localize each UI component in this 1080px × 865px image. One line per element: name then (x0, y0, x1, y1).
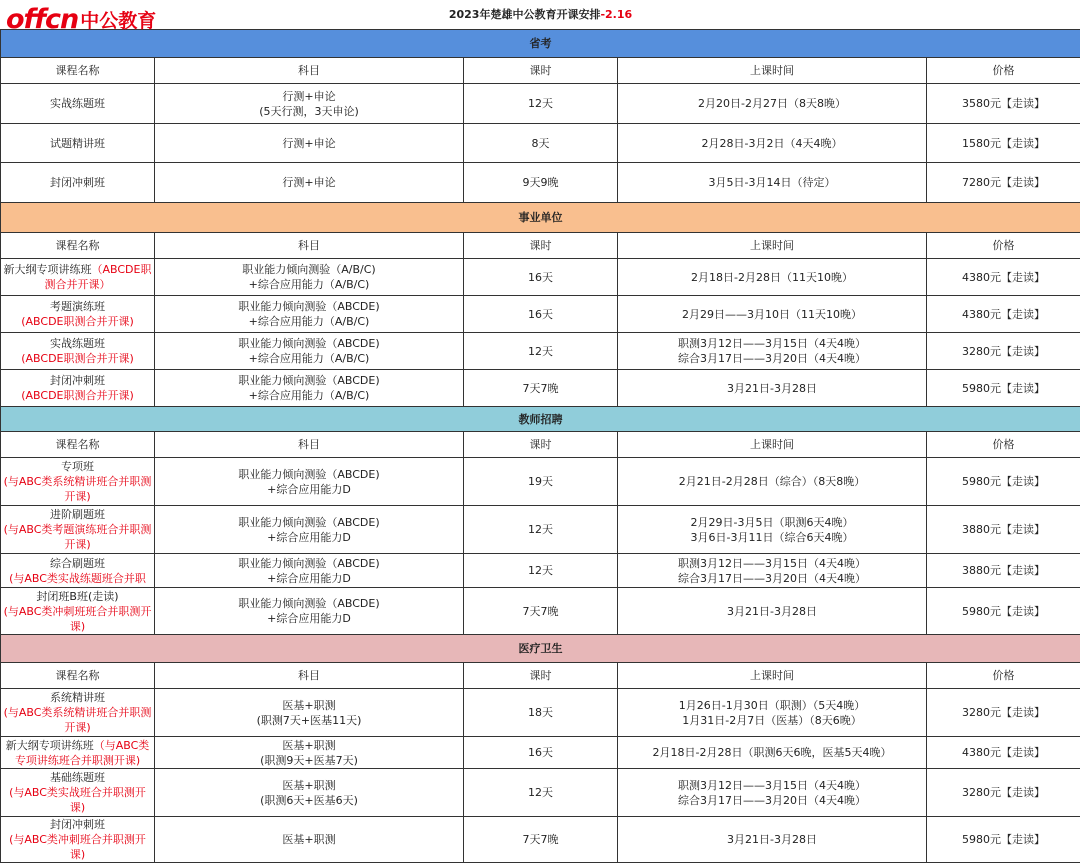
course-note: (与ABC类实战练题班合并职 (9, 571, 146, 585)
section-title: 省考 (1, 30, 1080, 58)
subject-line: (职测7天+医基11天) (256, 713, 362, 727)
section-title: 医疗卫生 (1, 635, 1080, 663)
hours-cell: 12天 (464, 769, 618, 817)
time-line: 综合3月17日——3月20日（4天4晚） (678, 793, 866, 807)
time-cell (618, 689, 927, 737)
col-header-price: 价格 (927, 432, 1080, 458)
course-title: 专项班 (61, 460, 94, 473)
time-cell (618, 737, 927, 769)
course-title: 封闭冲刺班 (50, 176, 105, 189)
column-header-row (1, 233, 1080, 259)
time-cell (618, 506, 927, 554)
table-row (1, 259, 1080, 296)
column-header-row (1, 58, 1080, 84)
col-header-subject: 科目 (155, 432, 464, 458)
course-title: 新大纲专项讲练班 (5, 738, 94, 752)
course-title: 综合刷题班 (50, 556, 105, 570)
course-name (1, 296, 155, 333)
col-header-price: 价格 (927, 663, 1080, 689)
hours-cell: 12天 (464, 84, 618, 124)
section-header-yiliao (1, 635, 1080, 663)
subject-cell (155, 259, 464, 296)
col-header-course: 课程名称 (1, 663, 155, 689)
title-row (1, 0, 1080, 30)
column-header-row (1, 663, 1080, 689)
subject-cell (155, 737, 464, 769)
price-cell: 5980元【走读】 (927, 458, 1080, 506)
time-line: 2月20日-2月27日（8天8晚） (698, 97, 846, 110)
table-row (1, 769, 1080, 817)
subject-cell (155, 554, 464, 588)
time-cell (618, 84, 927, 124)
course-note: (与ABC类实战班合并职测开课) (9, 786, 146, 814)
course-title: 实战练题班 (50, 97, 105, 110)
subject-cell (155, 370, 464, 407)
subject-cell (155, 124, 464, 163)
time-line: 3月5日-3月14日（待定） (708, 176, 836, 189)
course-note: (ABCDE职测合并开课) (21, 352, 134, 365)
time-line: 职测3月12日——3月15日（4天4晚） (678, 778, 866, 792)
price-cell: 3880元【走读】 (927, 506, 1080, 554)
course-title: 系统精讲班 (50, 691, 105, 704)
table-row (1, 370, 1080, 407)
course-title: 基础练题班 (50, 771, 105, 784)
price-cell: 3280元【走读】 (927, 769, 1080, 817)
course-name (1, 737, 155, 769)
time-cell (618, 370, 927, 407)
subject-line: 职业能力倾向测验（ABCDE) (238, 337, 380, 350)
price-cell: 3580元【走读】 (927, 84, 1080, 124)
hours-cell: 12天 (464, 333, 618, 370)
price-cell: 3280元【走读】 (927, 333, 1080, 370)
subject-line: 职业能力倾向测验（ABCDE) (238, 374, 380, 387)
subject-line: +综合应用能力（A/B/C) (248, 389, 370, 402)
time-cell (618, 588, 927, 635)
table-row (1, 84, 1080, 124)
course-title: 新大纲专项讲练班 (3, 263, 92, 276)
table-row (1, 737, 1080, 769)
hours-cell: 12天 (464, 506, 618, 554)
time-line: 职测3月12日——3月15日（4天4晚） (678, 556, 866, 570)
price-cell: 4380元【走读】 (927, 259, 1080, 296)
table-row (1, 333, 1080, 370)
price-cell: 3880元【走读】 (927, 554, 1080, 588)
subject-line: 行测+申论 (282, 176, 336, 189)
subject-cell (155, 689, 464, 737)
col-header-hours: 课时 (464, 663, 618, 689)
subject-line: 职业能力倾向测验（A/B/C) (242, 263, 376, 276)
hours-cell: 7天7晚 (464, 817, 618, 863)
subject-line: +综合应用能力（A/B/C) (248, 278, 370, 291)
col-header-time: 上课时间 (618, 58, 927, 84)
price-cell: 4380元【走读】 (927, 296, 1080, 333)
time-cell (618, 769, 927, 817)
time-cell (618, 554, 927, 588)
price-cell: 5980元【走读】 (927, 588, 1080, 635)
subject-line: +综合应用能力D (267, 530, 351, 544)
subject-cell (155, 458, 464, 506)
subject-cell (155, 84, 464, 124)
logo-en: offcn (6, 4, 79, 35)
col-header-subject: 科目 (155, 233, 464, 259)
time-line: 3月21日-3月28日 (727, 381, 817, 395)
course-name (1, 163, 155, 203)
subject-cell (155, 769, 464, 817)
hours-cell: 18天 (464, 689, 618, 737)
subject-cell (155, 333, 464, 370)
hours-cell: 8天 (464, 124, 618, 163)
course-name (1, 554, 155, 588)
subject-line: 职业能力倾向测验（ABCDE) (238, 515, 380, 529)
time-line: 1月26日-1月30日（职测）（5天4晚） (678, 698, 866, 712)
course-note: (与ABC类考题演练班合并职测开课) (3, 523, 152, 551)
course-title: 试题精讲班 (50, 136, 105, 150)
time-line: 1月31日-2月7日（医基）（8天6晚） (682, 713, 862, 727)
time-cell (618, 296, 927, 333)
col-header-subject: 科目 (155, 58, 464, 84)
course-name (1, 769, 155, 817)
col-header-time: 上课时间 (618, 432, 927, 458)
subject-line: (职测9天+医基7天) (260, 753, 358, 767)
table-row (1, 163, 1080, 203)
course-name (1, 588, 155, 635)
subject-cell (155, 506, 464, 554)
course-note: (与ABC类系统精讲班合并职测开课) (3, 706, 152, 734)
price-cell: 4380元【走读】 (927, 737, 1080, 769)
hours-cell: 7天7晚 (464, 370, 618, 407)
table-row (1, 506, 1080, 554)
course-name (1, 370, 155, 407)
course-name (1, 817, 155, 863)
subject-line: 职业能力倾向测验（ABCDE) (238, 597, 380, 610)
time-line: 2月28日-3月2日（4天4晚） (701, 136, 843, 150)
table-row (1, 458, 1080, 506)
hours-cell: 12天 (464, 554, 618, 588)
course-name (1, 124, 155, 163)
time-cell (618, 259, 927, 296)
col-header-time: 上课时间 (618, 663, 927, 689)
title-date: -2.16 (600, 8, 633, 21)
subject-line: (职测6天+医基6天) (260, 793, 358, 807)
time-cell (618, 458, 927, 506)
page-title (1, 0, 1080, 30)
time-line: 3月6日-3月11日（综合6天4晚） (690, 530, 854, 544)
price-cell: 7280元【走读】 (927, 163, 1080, 203)
col-header-price: 价格 (927, 233, 1080, 259)
subject-line: 医基+职测 (282, 778, 336, 792)
time-line: 3月21日-3月28日 (727, 604, 817, 618)
title-main: 2023年楚雄中公教育开课安排 (448, 8, 601, 21)
col-header-time: 上课时间 (618, 233, 927, 259)
section-header-shiye (1, 203, 1080, 233)
course-title: 封闭班B班(走读) (36, 589, 119, 603)
subject-line: +综合应用能力D (267, 612, 351, 625)
course-name (1, 689, 155, 737)
course-name (1, 506, 155, 554)
time-line: 2月29日-3月5日（职测6天4晚） (690, 515, 854, 529)
time-line: 2月18日-2月28日（职测6天6晚，医基5天4晚） (652, 746, 892, 759)
time-cell (618, 817, 927, 863)
time-line: 综合3月17日——3月20日（4天4晚） (678, 571, 866, 585)
col-header-price: 价格 (927, 58, 1080, 84)
subject-line: +综合应用能力（A/B/C) (248, 352, 370, 365)
course-title: 封闭冲刺班 (50, 818, 105, 831)
subject-line: 医基+职测 (282, 738, 336, 752)
subject-line: 职业能力倾向测验（ABCDE) (238, 467, 380, 481)
course-name (1, 458, 155, 506)
col-header-course: 课程名称 (1, 233, 155, 259)
course-name (1, 84, 155, 124)
subject-line: +综合应用能力D (267, 482, 351, 496)
subject-cell (155, 817, 464, 863)
col-header-hours: 课时 (464, 58, 618, 84)
course-note: (ABCDE职测合并开课) (21, 389, 134, 402)
course-title: 进阶刷题班 (50, 508, 105, 521)
subject-cell (155, 296, 464, 333)
time-line: 2月18日-2月28日（11天10晚） (691, 270, 853, 284)
course-note: (与ABC类系统精讲班合并职测开课) (3, 475, 152, 503)
time-line: 2月21日-2月28日（综合）（8天8晚） (678, 475, 866, 488)
course-title: 封闭冲刺班 (50, 374, 105, 387)
table-row (1, 689, 1080, 737)
time-cell (618, 333, 927, 370)
subject-line: +综合应用能力D (267, 571, 351, 585)
course-note: （ABCDE职测合并开课） (44, 263, 152, 291)
section-title: 事业单位 (1, 203, 1080, 233)
time-line: 3月21日-3月28日 (727, 833, 817, 846)
col-header-subject: 科目 (155, 663, 464, 689)
col-header-hours: 课时 (464, 432, 618, 458)
hours-cell: 16天 (464, 737, 618, 769)
price-cell: 5980元【走读】 (927, 370, 1080, 407)
price-cell: 3280元【走读】 (927, 689, 1080, 737)
offcn-logo (6, 4, 156, 34)
subject-line: (5天行测，3天申论) (259, 104, 359, 118)
subject-line: 医基+职测 (282, 833, 336, 846)
course-note: (与ABC类冲刺班班合并职测开课) (3, 604, 152, 633)
time-line: 职测3月12日——3月15日（4天4晚） (678, 337, 866, 350)
course-title: 实战练题班 (50, 337, 105, 350)
course-note: （与ABC类专项讲练班合并职测开课) (14, 738, 150, 767)
hours-cell: 16天 (464, 296, 618, 333)
column-header-row (1, 432, 1080, 458)
course-name (1, 259, 155, 296)
time-line: 2月29日——3月10日（11天10晚） (682, 307, 862, 321)
table-row (1, 124, 1080, 163)
subject-line: 行测+申论 (282, 89, 336, 103)
price-cell: 5980元【走读】 (927, 817, 1080, 863)
subject-line: 医基+职测 (282, 698, 336, 712)
col-header-course: 课程名称 (1, 432, 155, 458)
subject-line: +综合应用能力（A/B/C) (248, 315, 370, 328)
hours-cell: 19天 (464, 458, 618, 506)
section-header-jiaoshi (1, 407, 1080, 432)
subject-cell (155, 163, 464, 203)
table-row (1, 296, 1080, 333)
section-title: 教师招聘 (1, 407, 1080, 432)
table-row (1, 817, 1080, 863)
logo-cn: 中公教育 (80, 10, 157, 32)
course-name (1, 333, 155, 370)
course-title: 考题演练班 (50, 300, 105, 313)
course-note: (与ABC类冲刺班合并职测开课) (9, 833, 146, 861)
subject-line: 职业能力倾向测验（ABCDE) (238, 300, 380, 313)
subject-line: 行测+申论 (282, 136, 336, 150)
section-header-shengkao (1, 30, 1080, 58)
time-line: 综合3月17日——3月20日（4天4晚） (678, 352, 866, 365)
hours-cell: 7天7晚 (464, 588, 618, 635)
table-row (1, 588, 1080, 635)
hours-cell: 16天 (464, 259, 618, 296)
hours-cell: 9天9晚 (464, 163, 618, 203)
time-cell (618, 163, 927, 203)
schedule-body (1, 0, 1080, 863)
subject-line: 职业能力倾向测验（ABCDE) (238, 556, 380, 570)
time-cell (618, 124, 927, 163)
col-header-hours: 课时 (464, 233, 618, 259)
course-note: (ABCDE职测合并开课) (21, 315, 134, 328)
subject-cell (155, 588, 464, 635)
table-row (1, 554, 1080, 588)
price-cell: 1580元【走读】 (927, 124, 1080, 163)
col-header-course: 课程名称 (1, 58, 155, 84)
